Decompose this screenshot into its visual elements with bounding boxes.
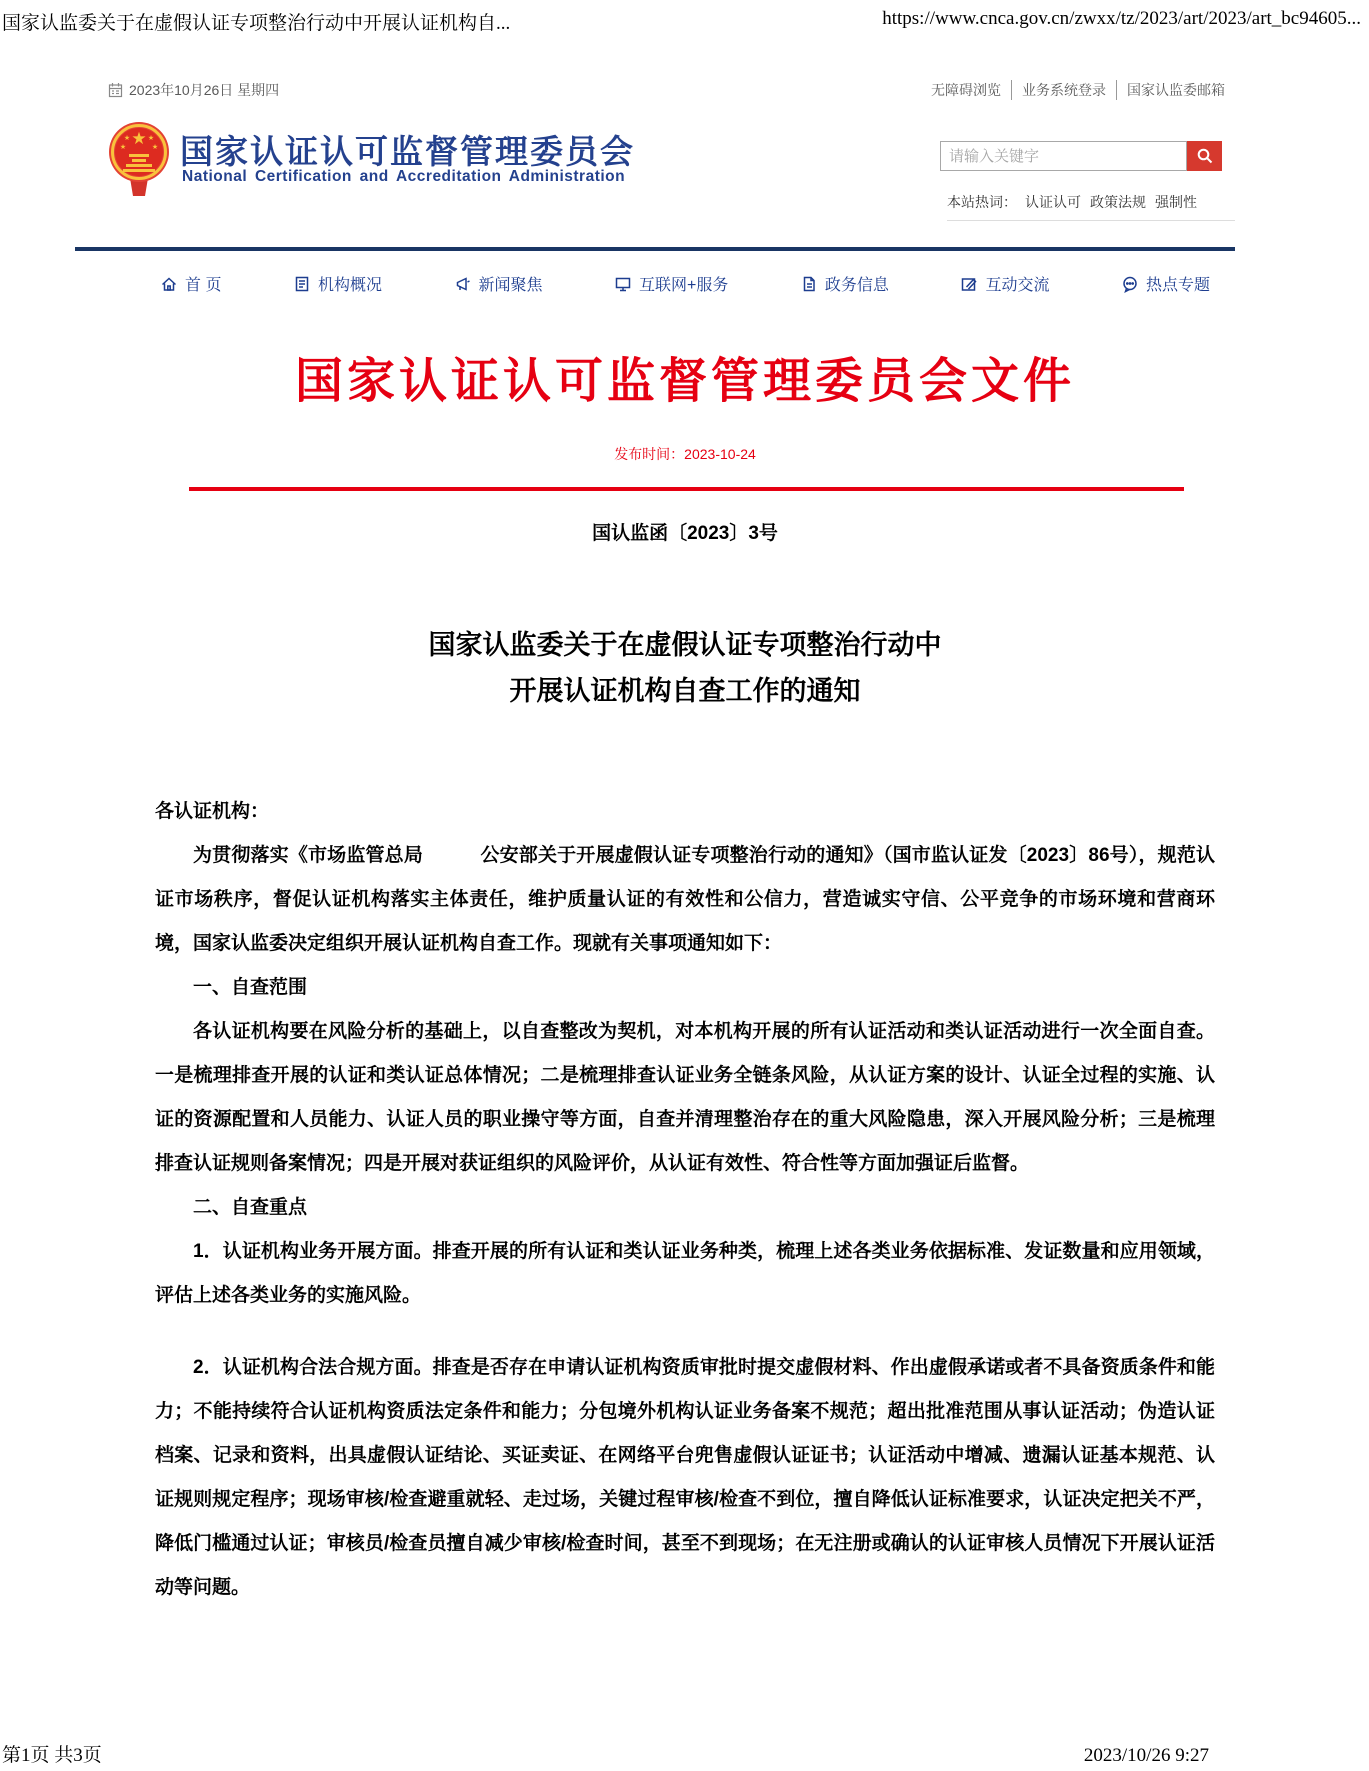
document-body — [155, 790, 1215, 1610]
hotword-link[interactable]: 政策法规 — [1090, 194, 1146, 210]
section-heading-1: 一、自查范围 — [193, 977, 308, 998]
link-business-system-login[interactable]: 业务系统登录 — [1011, 80, 1116, 100]
svg-text:★: ★ — [147, 135, 155, 142]
nav-item-news-focus[interactable] — [454, 272, 543, 295]
nav-label: 机构概况 — [317, 277, 382, 294]
nav-item-hot-topics[interactable] — [1121, 272, 1210, 295]
svg-text:★: ★ — [151, 144, 159, 151]
pencil-edit-icon — [960, 275, 978, 293]
monitor-icon — [614, 275, 632, 293]
print-footer-datetime: 2023/10/26 9:27 — [1083, 1745, 1209, 1766]
chat-bubble-icon — [1121, 275, 1139, 293]
publish-date-line: 发布时间：2023-10-24 — [614, 446, 756, 462]
document-list-icon — [293, 275, 311, 293]
nav-item-interaction[interactable] — [960, 272, 1049, 295]
calendar-icon — [108, 82, 123, 98]
body-paragraph: 2．认证机构合法合规方面。排查是否存在申请认证机构资质审批时提交虚假材料、作出虚假承诺或者不具备资质条件和能力；不能持续符合认证机构资质法定条件和能力；分包境外机构认证业务备案不规范；超出批准范围从事认证活动；伪造认证档案、记录和资料，出具虚假认证结论、买证卖证、在网络平台兜售虚假认证证书；认证活动中增减、遗漏认证基本规范、认证规则规定程序；现场审核/检查避重就轻、走过场，关键过程审核/检查不到位，擅自降低认证标准要求，认证决定把关不严，降低门槛通过认证；审核员/检查员擅自减少审核/检查时间，甚至不到现场；在无注册或确认的认证审核人员情况下开展认证活动等问题。 — [155, 1357, 1215, 1598]
print-header-title: 国家认监委关于在虚假认证专项整治行动中开展认证机构自... — [2, 13, 511, 34]
hotword-link[interactable]: 认证认可 — [1025, 194, 1081, 210]
svg-text:★: ★ — [131, 129, 147, 148]
body-paragraph: 1．认证机构业务开展方面。排查开展的所有认证和类认证业务种类，梳理上述各类业务依据标准、发证数量和应用领域，评估上述各类业务的实施风险。 — [155, 1241, 1215, 1306]
salutation: 各认证机构： — [155, 801, 270, 822]
file-icon — [800, 275, 818, 293]
search-button[interactable] — [1187, 141, 1222, 171]
site-name-chinese: 国家认证认可监督管理委员会 — [180, 133, 635, 170]
hotwords-label: 本站热词： — [947, 194, 1017, 210]
svg-text:★: ★ — [123, 135, 131, 142]
nav-label: 互联网+服务 — [639, 277, 729, 294]
print-footer-page-info: 第1页 共3页 — [2, 1745, 102, 1766]
nav-item-gov-info[interactable] — [800, 272, 889, 295]
nav-item-org-overview[interactable] — [293, 272, 382, 295]
site-name-english: National Certification and Accreditation Administration — [182, 168, 626, 185]
header-divider — [75, 247, 1235, 251]
topbar-date — [108, 80, 279, 100]
search-input[interactable] — [940, 141, 1187, 171]
nav-label: 首 页 — [185, 277, 222, 294]
link-accessible-browsing[interactable]: 无障碍浏览 — [931, 82, 1001, 98]
section-heading-2: 二、自查重点 — [193, 1197, 308, 1218]
nav-label: 热点专题 — [1145, 277, 1210, 294]
nav-label: 政务信息 — [824, 277, 889, 294]
body-paragraph: 为贯彻落实《市场监管总局 公安部关于开展虚假认证专项整治行动的通知》（国市监认证发〔2023〕86号），规范认证市场秩序，督促认证机构落实主体责任，维护质量认证的有效性和公信力，营造诚实守信、公平竞争的市场环境和营商环境，国家认监委决定组织开展认证机构自查工作。现就有关事项通知如下： — [155, 845, 1215, 954]
nav-label: 新闻聚焦 — [478, 277, 543, 294]
document-number: 国认监函〔2023〕3号 — [592, 523, 778, 544]
link-cnca-mailbox[interactable]: 国家认监委邮箱 — [1116, 80, 1235, 100]
body-paragraph: 各认证机构要在风险分析的基础上，以自查整改为契机，对本机构开展的所有认证活动和类认证活动进行一次全面自查。一是梳理排查开展的认证和类认证总体情况；二是梳理排查认证业务全链条风险，从认证方案的设计、认证全过程的实施、认证的资源配置和人员能力、认证人员的职业操守等方面，自查并清理整治存在的重大风险隐患，深入开展风险分析；三是梳理排查认证规则备案情况；四是开展对获证组织的风险评价，从认证有效性、符合性等方面加强证后监督。 — [155, 1021, 1215, 1174]
document-title — [155, 622, 1215, 714]
main-nav — [160, 272, 1210, 295]
document-title-line2: 开展认证机构自查工作的通知 — [509, 676, 861, 706]
home-icon — [160, 275, 178, 293]
letterhead-red-rule — [189, 487, 1184, 491]
document-title-line1: 国家认监委关于在虚假认证专项整治行动中 — [428, 630, 942, 660]
search-icon — [1196, 147, 1214, 165]
nav-item-internet-services[interactable] — [614, 272, 728, 295]
megaphone-icon — [454, 275, 472, 293]
hotword-link[interactable]: 强制性 — [1155, 194, 1197, 210]
document-letterhead-title: 国家认证认可监督管理委员会文件 — [294, 355, 1075, 408]
nav-label: 互动交流 — [985, 277, 1050, 294]
hotwords-bar — [947, 192, 1235, 221]
topbar-date-text: 2023年10月26日 星期四 — [129, 82, 280, 98]
svg-text:★: ★ — [119, 144, 127, 151]
topbar-links — [921, 80, 1235, 100]
national-emblem-logo[interactable] — [108, 118, 170, 198]
print-header-url: https://www.cnca.gov.cn/zwxx/tz/2023/art/2023/art_bc94605... — [882, 8, 1361, 29]
nav-item-home[interactable] — [160, 272, 221, 295]
